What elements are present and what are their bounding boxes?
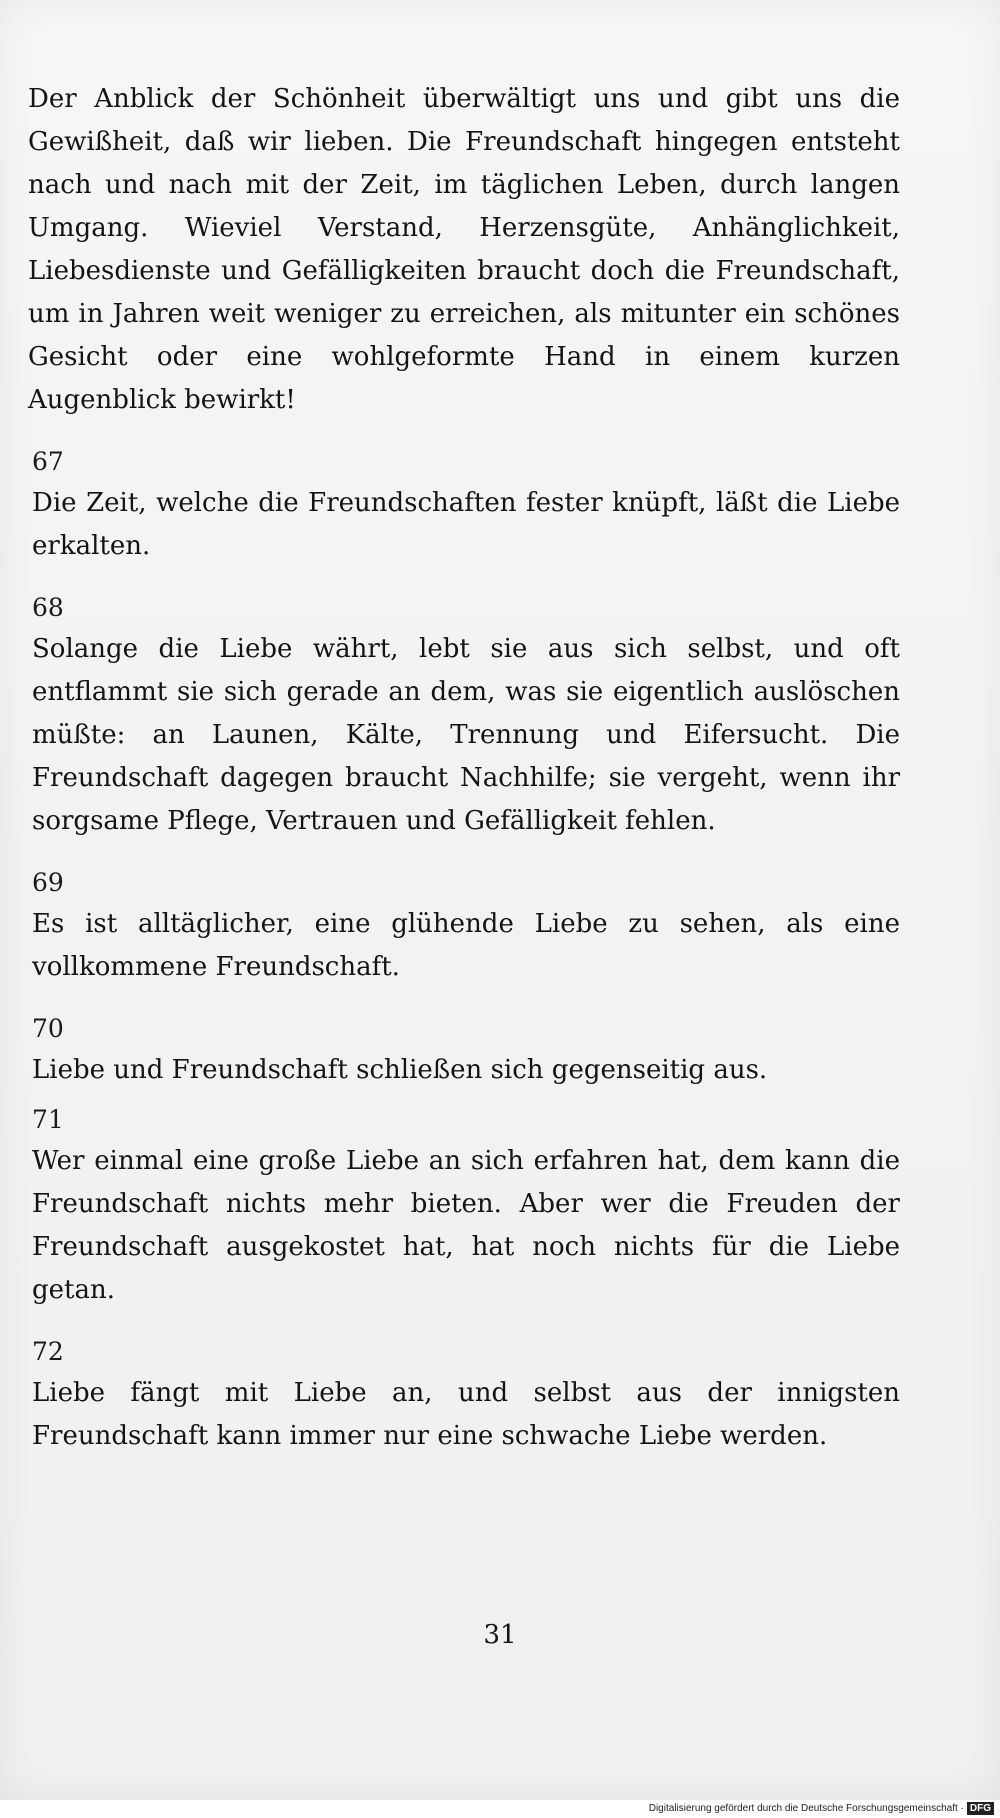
entry-number-72: 72 bbox=[32, 1337, 64, 1366]
page-number: 31 bbox=[483, 1620, 517, 1650]
entry-text-70: Liebe und Freundschaft schließen sich gegenseitig aus. bbox=[32, 1055, 768, 1085]
entry-text-68: Solange die Liebe währt, lebt sie aus sich selbst, und oft entflammt sie sich gerade an dem, was sie eigentlich auslöschen müßte: an Launen, Kälte, Trennung und Eifersucht. Die Freundschaft dagegen braucht Nachhilfe; sie vergeht, wenn ihr sorgsame Pflege, Vertrauen und Gefälligkeit fehlen. bbox=[32, 634, 900, 836]
entry-text-67: Die Zeit, welche die Freundschaften fester knüpft, läßt die Liebe erkalten. bbox=[32, 488, 900, 561]
entry-text-69: Es ist alltäglicher, eine glühende Liebe zu sehen, als eine vollkommene Freundschaft. bbox=[32, 909, 900, 982]
funding-credit: Digitalisierung gefördert durch die Deutsche Forschungsgemeinschaft · bbox=[648, 1803, 964, 1814]
entry-text-72: Liebe fängt mit Liebe an, und selbst aus der innigsten Freundschaft kann immer nur eine schwache Liebe werden. bbox=[32, 1378, 900, 1451]
entry-number-67: 67 bbox=[32, 447, 64, 476]
entry-number-69: 69 bbox=[32, 868, 64, 897]
dfg-logo-badge: DFG bbox=[967, 1802, 994, 1815]
entry-number-68: 68 bbox=[32, 593, 64, 622]
entry-number-71: 71 bbox=[32, 1105, 64, 1134]
page-text bbox=[28, 78, 900, 1458]
digitization-footer bbox=[0, 1800, 1000, 1818]
entry-number-70: 70 bbox=[32, 1014, 64, 1043]
intro-paragraph: Der Anblick der Schönheit überwältigt uns und gibt uns die Gewißheit, daß wir lieben. Die Freundschaft hingegen entsteht nach und nach mit der Zeit, im täglichen Leben, durch langen Umgang. Wieviel Verstand, Herzensgüte, Anhänglichkeit, Liebesdienste und Gefälligkeiten braucht doch die Freundschaft, um in Jahren weit weniger zu erreichen, als mitunter ein schönes Gesicht oder eine wohlgeformte Hand in einem kurzen Augenblick bewirkt! bbox=[28, 84, 900, 415]
entry-text-71: Wer einmal eine große Liebe an sich erfahren hat, dem kann die Freundschaft nichts mehr bieten. Aber wer die Freuden der Freundschaft ausgekostet hat, hat noch nichts für die Liebe getan. bbox=[32, 1146, 900, 1305]
